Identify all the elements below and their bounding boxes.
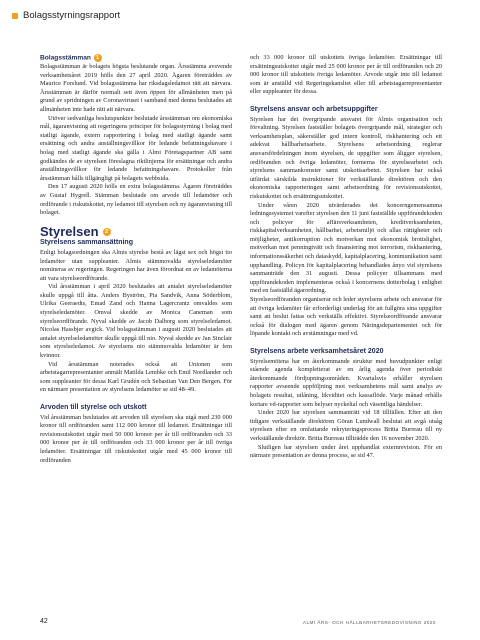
arvoden-continuation-paragraph: och 33 000 kronor till utskottets övriga ledamöter. Ersättningar till ersättningsutskottet utgår med 25 000 kronor per år till ordföranden och 20 000 kronor till utskottets övriga ledamöter. Arvode utgår inte till ledamot som är anställd vid Regeringskansliet eller till arbetstagarrepresentanter eller suppleanter för dessa. <box>250 54 442 96</box>
subheading-arvoden: Arvoden till styrelse och utskott <box>40 404 147 412</box>
ansvar-paragraph-1: Styrelsen har det övergripande ansvaret för Almis organisation och förvaltning. Styrelsen fastställer bolagets övergripande mål, strategier och verksamhetsplan, säkerställer god intern kontroll, riskhantering och ett adekvat hållbarhetsarbete. Styrelsens arbetsordning reglerar ansvarsfördelningen inom styrelsen, de uppgifter som åligger styrelsen, ordföranden och övriga ledamöter, formerna för styrelsearbetet och styrelsens sammankomster samt utskottsarbetet. Styrelsen har också utfärdat särskilda instruktioner för verkställande direktören och den ekonomiska rapporteringen samt arbetsordning för revisionsutskottet, riskutskottet och ersättningsutskottet. <box>250 115 442 200</box>
paragraph-text: Bolagsstämman är bolagets högsta beslutande organ. Årsstämma avsvende verksamhetsåret 2019 hölls den 27 april 2020. Ägaren företräddes av Maurice Forslund. Vid bolagsstämma har riksdagsledamot rätt att närvara. Årsstämman är därför normalt sett även öppen för allmänheten men på grund av spridningen av Coronaviruset i samband med denna beslutades att allmänheten inte hade rätt att närvara. <box>40 63 232 114</box>
subheading-arbete-2020: Styrelsens arbete verksamhetsåret 2020 <box>250 348 384 355</box>
badge-1: 1 <box>94 54 102 62</box>
right-column <box>250 54 442 461</box>
arvoden-paragraph-1: Vid årsstämman beslutades att arvoden till styrelsen ska utgå med 230 000 kronor till ordföranden samt 112 000 kronor till ledamot. Ersättningar till revisionsutskottet utgår med 50 000 kronor per år till ordföranden och 33 000 kronor per år till ordföranden och 33 000 kronor per år till övriga ledamöter. Ersättningar till riskutskottet utgår med 45 000 kronor till ordföranden <box>40 413 232 464</box>
page-number: 42 <box>40 618 48 625</box>
page-header <box>12 10 120 21</box>
header-accent-icon <box>12 13 18 19</box>
sammansattning-paragraph-2: Vid årsstämman i april 2020 beslutades att antalet styrelseledamöter skulle uppgå till åtta. Anders Byström, Pia Sandvik, Anna Söderblom, Ulrika Geeraedts, Emad Zand och Hanna Lagercrantz omvaldes som styrelseledamöter. Omval skedde av Monica Caneman som styrelseordförande. Nyval skedde av Jacob Dalborg som styrelseledamot. Nicolas Hassbjer avgick. Vid bolagsstämman i augusti 2020 beslutades att antalet styrelseledamöter skulle uppgå till nio. Nyval skedde av Jan Sinclair som styrelseledamot. Av styrelsens nio stämmovalda ledamöter är fem kvinnor. <box>40 283 232 360</box>
sammansattning-paragraph-3: Vid årsstämman noterades också att Unionen som arbetstagarrepresentanter anmält Matilda Lembke och Emil Nordlander och som suppleanter för dessa Karl Grudén och Sebastian Van Den Bergen. För en närmare presentation av styrelsens ledamöter se sid 48–49. <box>40 360 232 394</box>
arbete-paragraph-2: Under 2020 har styrelsen sammanträtt vid 18 tillfällen. Efter att den tidigare verkställande direktören Göran Lundwall beslutat att avgå utsåg styrelsen efter en omfattande rekryteringsprocess Britta Burreau till ny verkställande direktör. Britta Burreau tillträdde den 16 november 2020. <box>250 409 442 442</box>
arbete-paragraph-3: Slutligen har styrelsen under året upphandlat externrevision. För en närmare presentation av denna process, se sid 47. <box>250 443 442 460</box>
footer-report-title: ALMI ÅRS- OCH HÅLLBARHETSREDOVISNING 2020 <box>302 620 436 625</box>
section-heading-styrelsen: Styrelsen <box>40 223 99 239</box>
section-heading-bolagsstamman: Bolagsstämman <box>40 54 91 62</box>
subheading-sammansattning: Styrelsens sammansättning <box>40 239 133 247</box>
section-bolagsstamman-paragraph-3: Den 17 augusti 2020 hölls en extra bolagsstämma. Ägaren företräddes av Gustaf Hygrell. Stämman beslutade om arvode till ledamöter och ordförande i riskutskottet, ny ledamot till styrelsen och ny ägaranvisning till bolaget. <box>40 183 232 217</box>
sammansattning-paragraph-1: Enligt bolagsordningen ska Almis styrelse bestå av lägst sex och högst tio ledamöter utan suppleanter. Almis stämmovalda styrelseledamöter nomineras av regeringen. Regeringen har även förordnat en av ledamöterna att vara styrelseordförande. <box>40 248 232 282</box>
section-bolagsstamman-paragraph-1 <box>40 54 232 115</box>
badge-2: 2 <box>103 228 111 236</box>
ansvar-paragraph-2: Under våren 2020 utvärderades det koncerngemensamma ledningssystemet varefter styrelsen den 11 juni fastställde uppförandekoden och policyer för affärsverksamheten, kreditverksamheten, riskkapitalverksamheten, hållbarhet, arbetsmiljö och allas rättigheter och möjligheter, antikorruption och motverkan mot ekonomisk brottslighet, motverkan mot penningtvätt och finansiering mot terrorism, riskhantering, informationssäkerhet och dataskydd, kapitalplacering, kommunikation samt upphandling. Policyn för kapitalplacering behandlades ånyo vid styrelsens sammanträde den 31 augusti. Dessa policyer tillsammans med uppförandekoden implementeras också i koncernens dotterbolag i enlighet med en fastställd ägarordning. <box>250 201 442 295</box>
subheading-ansvar: Styrelsens ansvar och arbetsuppgifter <box>250 105 378 113</box>
section-heading-styrelsen-block <box>40 223 232 239</box>
ansvar-paragraph-3: Styrelseordföranden organiserar och leder styrelsens arbete och ansvarar för att övriga ledamöter får erforderligt underlag för att fullgöra sina uppgifter samt att beslut fattas och verkställs effektivt. Styrelseordförande ansvarar också för dialogen med ägaren genom Näringsdepartementet och för löpande kontakt och avstämningar med vd. <box>250 296 442 338</box>
header-title: Bolagsstyrningsrapport <box>23 10 121 21</box>
left-column <box>40 54 232 465</box>
section-bolagsstamman-paragraph-2: Utöver sedvanliga beslutspunkter beslutade årsstämman om ekonomiska mål, ägaranvisning att regeringens principer för bolagsstyrning i bolag med statligt ägande, extern rapportering i bolag med statligt ägande samt ersättning och andra anställningsvillkor för ledande befattningshavare i bolag med statligt ägande ska gälla i Almi Företagspartner AB samt godkändes de av styrelsen föreslagna riktlinjerna för ersättningar och andra anställningsvillkor för ledande befattningshavare. Protokoller från årsstämman hålls tillgängligt på bolagets webbsida. <box>40 114 232 182</box>
arbete-paragraph-1: Styrelsemötena har en återkommande struktur med huvudpunkter enligt stående agenda kompletterat av en årlig agenda över periodiskt återkommande fördjupningsområden. Kvartalsvis erhåller styrelsen rapporter avseende uppföljning mot verksamhetens mål samt analys av bolagets resultat, utlåning, likviditet och kassaflöde. Varje månad erhålls kortare vd-rapporter som belyser nyckeltal och väsentliga händelser. <box>250 357 442 408</box>
